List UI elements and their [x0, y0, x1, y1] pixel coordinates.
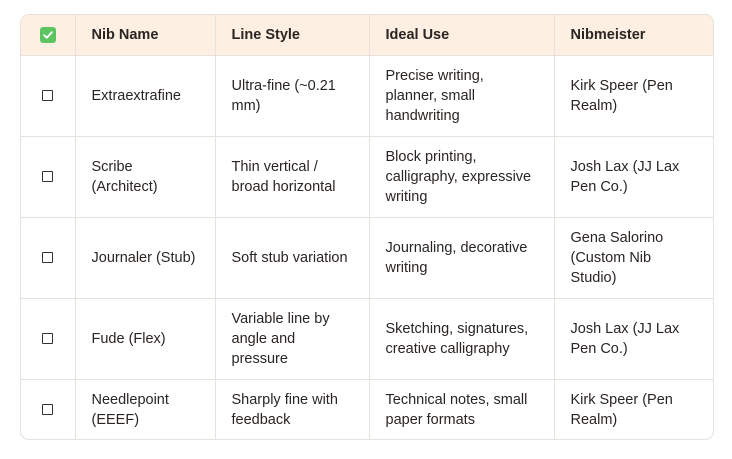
cell-nib-name: Scribe (Architect): [75, 136, 215, 217]
column-header-nib-name[interactable]: Nib Name: [75, 15, 215, 55]
cell-nibmeister: Josh Lax (JJ Lax Pen Co.): [554, 298, 714, 379]
row-checkbox[interactable]: [42, 252, 53, 263]
cell-nib-name: Needlepoint (EEEF): [75, 379, 215, 440]
cell-nibmeister: Kirk Speer (Pen Realm): [554, 55, 714, 136]
cell-nibmeister: Josh Lax (JJ Lax Pen Co.): [554, 136, 714, 217]
select-all-checkbox[interactable]: [40, 27, 56, 43]
table-row[interactable]: [21, 379, 714, 440]
table-row[interactable]: [21, 298, 714, 379]
row-select-cell: [21, 379, 75, 440]
column-header-nibmeister[interactable]: Nibmeister: [554, 15, 714, 55]
table-row[interactable]: [21, 55, 714, 136]
nib-table-container: [20, 14, 714, 440]
row-checkbox[interactable]: [42, 171, 53, 182]
cell-line-style: Sharply fine with feedback: [215, 379, 369, 440]
cell-line-style: Ultra-fine (~0.21 mm): [215, 55, 369, 136]
table-header-row: [21, 15, 714, 55]
row-select-cell: [21, 136, 75, 217]
cell-ideal-use: Journaling, decorative writing: [369, 217, 554, 298]
nib-table: [21, 15, 714, 440]
cell-line-style: Thin vertical / broad horizontal: [215, 136, 369, 217]
row-select-cell: [21, 298, 75, 379]
cell-nibmeister: Gena Salorino (Custom Nib Studio): [554, 217, 714, 298]
table-row[interactable]: [21, 136, 714, 217]
select-all-cell: [21, 15, 75, 55]
cell-line-style: Soft stub variation: [215, 217, 369, 298]
cell-nib-name: Fude (Flex): [75, 298, 215, 379]
cell-line-style: Variable line by angle and pressure: [215, 298, 369, 379]
table-row[interactable]: [21, 217, 714, 298]
cell-nib-name: Extraextrafine: [75, 55, 215, 136]
row-select-cell: [21, 217, 75, 298]
cell-nibmeister: Kirk Speer (Pen Realm): [570, 391, 673, 428]
row-checkbox[interactable]: [42, 333, 53, 344]
row-select-cell: [21, 55, 75, 136]
row-checkbox[interactable]: [42, 404, 53, 415]
column-header-ideal-use[interactable]: Ideal Use: [369, 15, 554, 55]
cell-ideal-use: Technical notes, small paper formats: [369, 379, 554, 440]
checkmark-icon: [42, 29, 54, 41]
column-header-line-style[interactable]: Line Style: [215, 15, 369, 55]
cell-ideal-use: Block printing, calligraphy, expressive writing: [369, 136, 554, 217]
cell-ideal-use: Sketching, signatures, creative calligraphy: [369, 298, 554, 379]
row-checkbox[interactable]: [42, 90, 53, 101]
cell-nib-name: Journaler (Stub): [75, 217, 215, 298]
cell-ideal-use: Precise writing, planner, small handwriting: [369, 55, 554, 136]
